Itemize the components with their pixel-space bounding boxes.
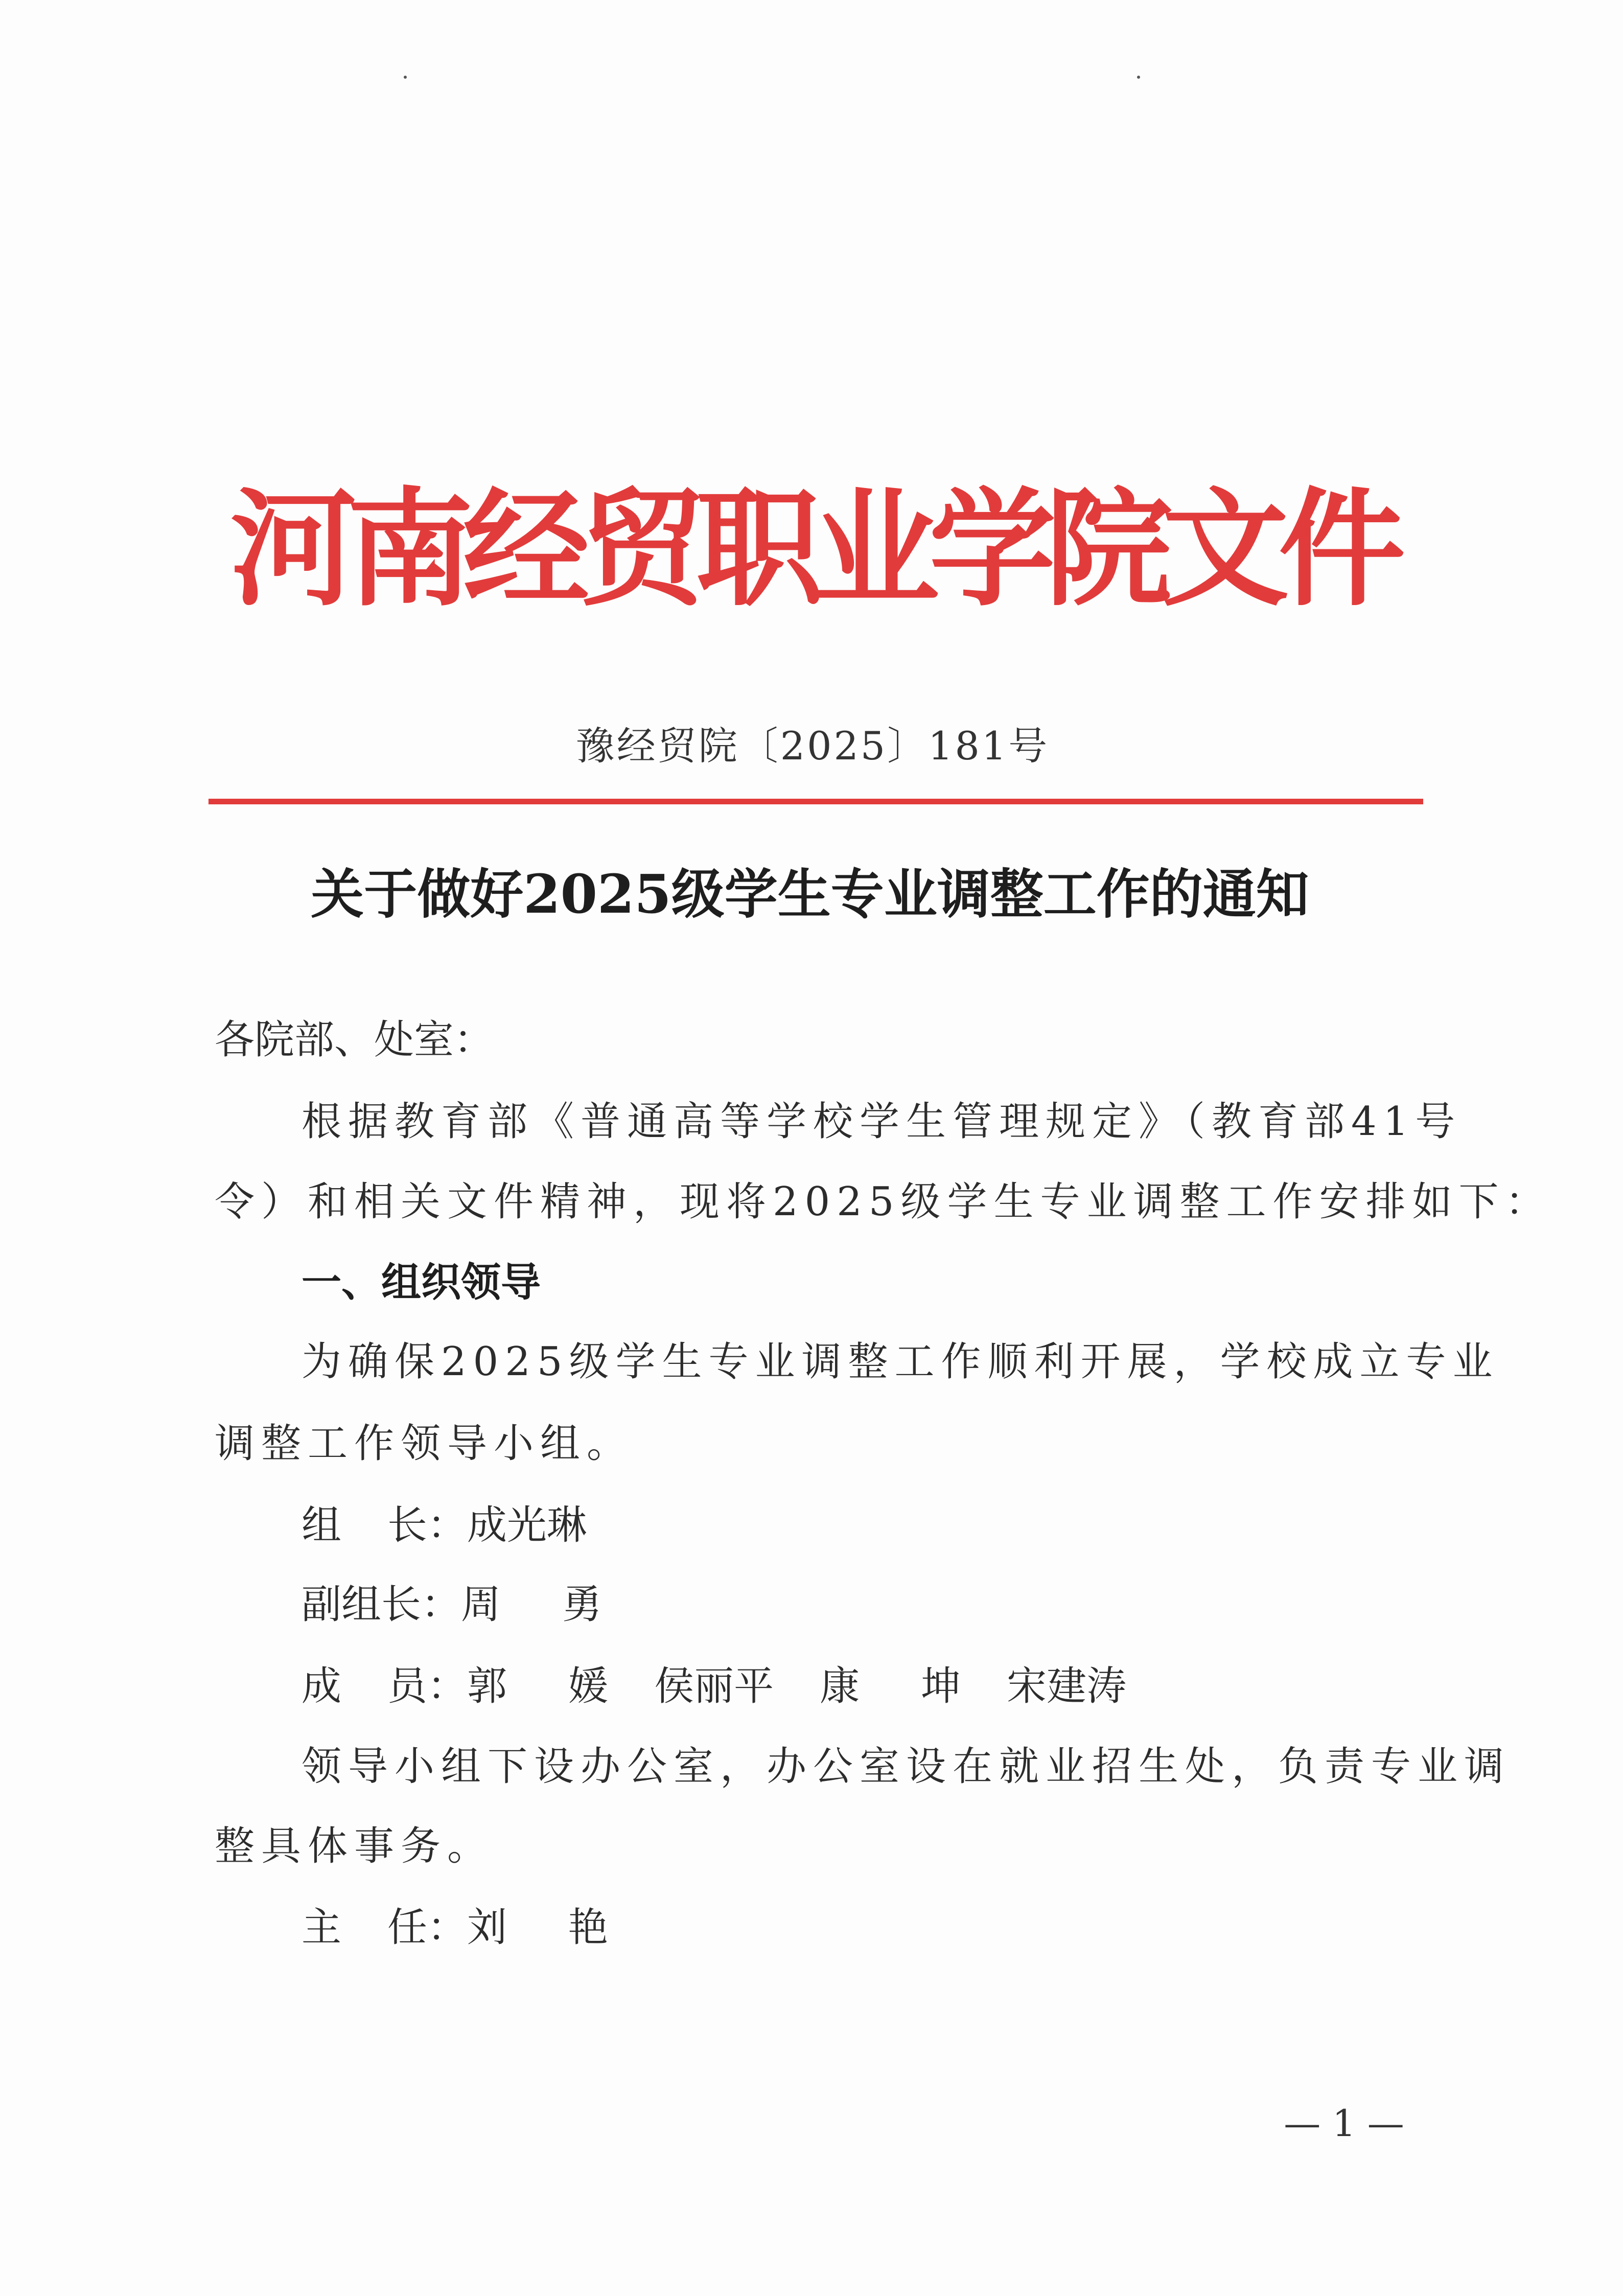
group-leader-row bbox=[302, 1495, 1426, 1556]
scan-speck bbox=[1137, 76, 1140, 79]
office-director-row bbox=[302, 1897, 1426, 1958]
group-leader-name: 成光琳 bbox=[467, 1502, 587, 1548]
issuer-header-title: 河南经贸职业学院文件 bbox=[230, 475, 1395, 623]
members-label-part-1: 成 bbox=[302, 1663, 342, 1709]
director-name-part-2: 艳 bbox=[568, 1905, 609, 1951]
notice-title: 关于做好2025级学生专业调整工作的通知 bbox=[311, 863, 1309, 925]
office-line-2: 整具体事务。 bbox=[215, 1823, 494, 1869]
member-name: 郭 bbox=[467, 1663, 507, 1709]
section-heading-organization: 一、组织领导 bbox=[302, 1259, 541, 1306]
office-line-1: 领导小组下设办公室，办公室设在就业招生处，负责专业调 bbox=[302, 1744, 1511, 1790]
deputy-leader-row bbox=[302, 1574, 1426, 1635]
salutation: 各院部、处室： bbox=[215, 1017, 494, 1063]
section-1-paragraph-line-1: 为确保2025级学生专业调整工作顺利开展，学校成立专业 bbox=[302, 1339, 1499, 1385]
member-name: 侯丽平 bbox=[654, 1663, 774, 1709]
page-number: — 1 — bbox=[1284, 2102, 1404, 2145]
deputy-leader-name-part-2: 勇 bbox=[562, 1582, 602, 1628]
member-name: 坤 bbox=[921, 1663, 961, 1709]
director-name-part-1: 刘 bbox=[467, 1905, 507, 1951]
group-leader-label-part-1: 组 bbox=[302, 1502, 342, 1548]
deputy-leader-label: 副组长： bbox=[302, 1582, 461, 1628]
director-label-part-1: 主 bbox=[302, 1905, 342, 1951]
section-1-paragraph-line-2: 调整工作领导小组。 bbox=[215, 1421, 634, 1467]
intro-line-1: 根据教育部《普通高等学校学生管理规定》（教育部41号 bbox=[302, 1099, 1462, 1145]
member-name: 媛 bbox=[568, 1663, 609, 1709]
members-label-part-2: 员： bbox=[387, 1663, 468, 1709]
members-row bbox=[302, 1656, 1426, 1717]
director-label-part-2: 任： bbox=[387, 1905, 468, 1951]
group-leader-label-part-2: 长： bbox=[387, 1502, 468, 1548]
scan-speck bbox=[404, 76, 407, 79]
member-name: 康 bbox=[820, 1663, 860, 1709]
deputy-leader-name-part-1: 周 bbox=[461, 1582, 501, 1628]
intro-line-2: 令）和相关文件精神，现将2025级学生专业调整工作安排如下： bbox=[215, 1179, 1552, 1225]
member-name: 宋建涛 bbox=[1007, 1663, 1127, 1709]
document-number: 豫经贸院〔2025〕181号 bbox=[575, 723, 1050, 769]
red-separator-line bbox=[208, 799, 1423, 804]
